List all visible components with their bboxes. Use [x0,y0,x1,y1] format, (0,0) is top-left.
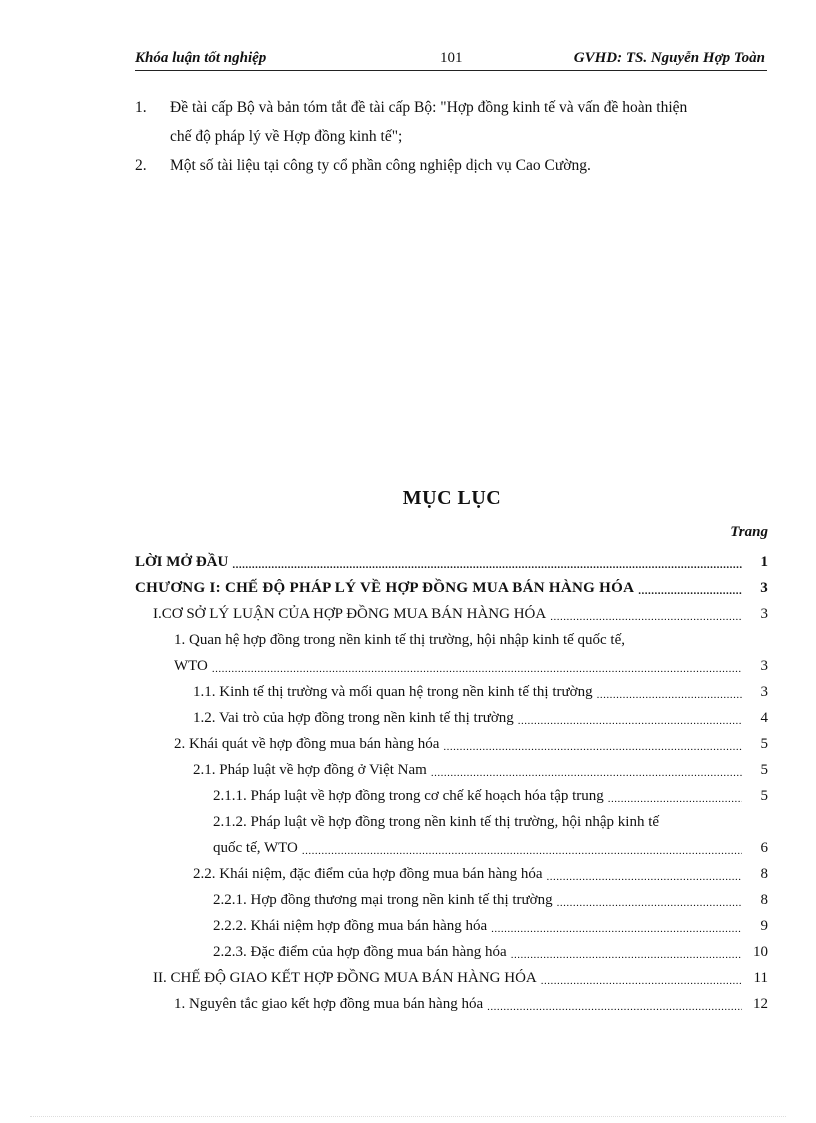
header-page-number: 101 [440,50,463,66]
toc-entry-1-2[interactable] [135,705,768,731]
header-thesis-label: Khóa luận tốt nghiệp [135,50,267,66]
toc-entry-chuong-1[interactable] [135,575,768,601]
table-of-contents [135,549,768,1017]
toc-entry-text: LỜI MỞ ĐẦU [135,554,229,570]
toc-page-column-label: Trang [730,524,768,540]
toc-entry-page: 1 [760,554,768,570]
toc-entry-text: 2.2.2. Khái niệm hợp đồng mua bán hàng hóa [213,918,488,934]
toc-entry-page: 6 [760,840,768,856]
toc-entry-page: 4 [760,710,768,726]
toc-entry-2-2-3[interactable] [135,939,768,965]
toc-entry-text: 2.1.1. Pháp luật về hợp đồng trong cơ chế kế hoạch hóa tập trung [213,788,604,804]
toc-leader-dots [491,919,742,939]
toc-entry-2-1[interactable] [135,757,768,783]
toc-entry-text: CHƯƠNG I: CHẾ ĐỘ PHÁP LÝ VỀ HỢP ĐỒNG MUA BÁN HÀNG HÓA [135,580,635,596]
reference-line: Đề tài cấp Bộ và bản tóm tắt đề tài cấp Bộ: "Hợp đồng kinh tế và vấn đề hoàn thiện [170,99,688,116]
toc-entry-page: 12 [753,996,768,1012]
toc-entry-text: 1.2. Vai trò của hợp đồng trong nền kinh tế thị trường [193,710,514,726]
toc-entry-page: 5 [760,788,768,804]
toc-entry-text: 2.2. Khái niệm, đặc điểm của hợp đồng mua bán hàng hóa [193,866,543,882]
toc-entry-2-2[interactable] [135,861,768,887]
toc-entry-text: 2.1.2. Pháp luật về hợp đồng trong nền kinh tế thị trường, hội nhập kinh tế [213,814,660,830]
toc-entry-section-2-1[interactable] [135,991,768,1017]
toc-entry-1[interactable] [135,627,768,679]
toc-entry-text-continued: WTO [174,658,208,674]
toc-entry-page: 8 [760,892,768,908]
toc-title: MỤC LỤC [402,487,502,509]
toc-leader-dots [511,945,742,965]
toc-leader-dots [212,659,742,679]
toc-entry-text: 1. Quan hệ hợp đồng trong nền kinh tế thị trường, hội nhập kinh tế quốc tế, [174,632,626,648]
toc-entry-page: 3 [760,580,768,596]
toc-entry-text: 1.1. Kinh tế thị trường và mối quan hệ trong nền kinh tế thị trường [193,684,593,700]
toc-entry-2-1-2[interactable] [135,809,768,861]
page-bottom-divider [30,1116,786,1117]
toc-leader-dots [557,893,742,913]
toc-leader-dots [302,841,742,861]
toc-leader-dots [541,971,742,991]
toc-entry-page: 3 [760,658,768,674]
toc-leader-dots [608,789,742,809]
toc-leader-dots [638,581,742,601]
toc-entry-page: 10 [753,944,768,960]
toc-entry-page: 3 [760,606,768,622]
toc-entry-text: 1. Nguyên tắc giao kết hợp đồng mua bán hàng hóa [174,996,484,1012]
reference-line: chế độ pháp lý về Hợp đồng kinh tế"; [170,128,403,145]
toc-entry-page: 3 [760,684,768,700]
toc-leader-dots [547,867,742,887]
reference-number: 2. [135,157,147,174]
reference-line: Một số tài liệu tại công ty cổ phần công nghiệp dịch vụ Cao Cường. [170,157,591,174]
page-header [135,48,767,71]
toc-leader-dots [597,685,742,705]
toc-leader-dots [487,997,742,1017]
toc-leader-dots [443,737,742,757]
toc-leader-dots [232,555,742,575]
toc-entry-page: 8 [760,866,768,882]
reference-list [135,93,768,180]
toc-entry-text: 2. Khái quát về hợp đồng mua bán hàng hóa [174,736,440,752]
toc-entry-page: 5 [760,762,768,778]
toc-entry-1-1[interactable] [135,679,768,705]
toc-entry-loi-mo-dau[interactable] [135,549,768,575]
toc-entry-2[interactable] [135,731,768,757]
reference-text [170,151,768,180]
toc-entry-section-1[interactable] [135,601,768,627]
toc-leader-dots [518,711,742,731]
toc-entry-page: 11 [753,970,768,986]
toc-entry-text: II. CHẾ ĐỘ GIAO KẾT HỢP ĐỒNG MUA BÁN HÀNG HÓA [153,970,537,986]
toc-leader-dots [550,607,742,627]
reference-item [135,93,768,151]
toc-entry-2-2-1[interactable] [135,887,768,913]
toc-leader-dots [431,763,742,783]
header-advisor: GVHD: TS. Nguyễn Hợp Toàn [573,50,765,66]
reference-number: 1. [135,99,147,116]
toc-entry-page: 5 [760,736,768,752]
toc-entry-page: 9 [760,918,768,934]
toc-entry-text-continued: quốc tế, WTO [213,840,298,856]
toc-entry-text: I.CƠ SỞ LÝ LUẬN CỦA HỢP ĐỒNG MUA BÁN HÀNG HÓA [153,606,547,622]
toc-entry-2-2-2[interactable] [135,913,768,939]
toc-entry-text: 2.2.3. Đặc điểm của hợp đồng mua bán hàng hóa [213,944,507,960]
toc-entry-text: 2.2.1. Hợp đồng thương mại trong nền kinh tế thị trường [213,892,553,908]
reference-item [135,151,768,180]
toc-entry-2-1-1[interactable] [135,783,768,809]
reference-text [170,93,768,151]
toc-entry-text: 2.1. Pháp luật về hợp đồng ở Việt Nam [193,762,427,778]
toc-entry-section-2[interactable] [135,965,768,991]
